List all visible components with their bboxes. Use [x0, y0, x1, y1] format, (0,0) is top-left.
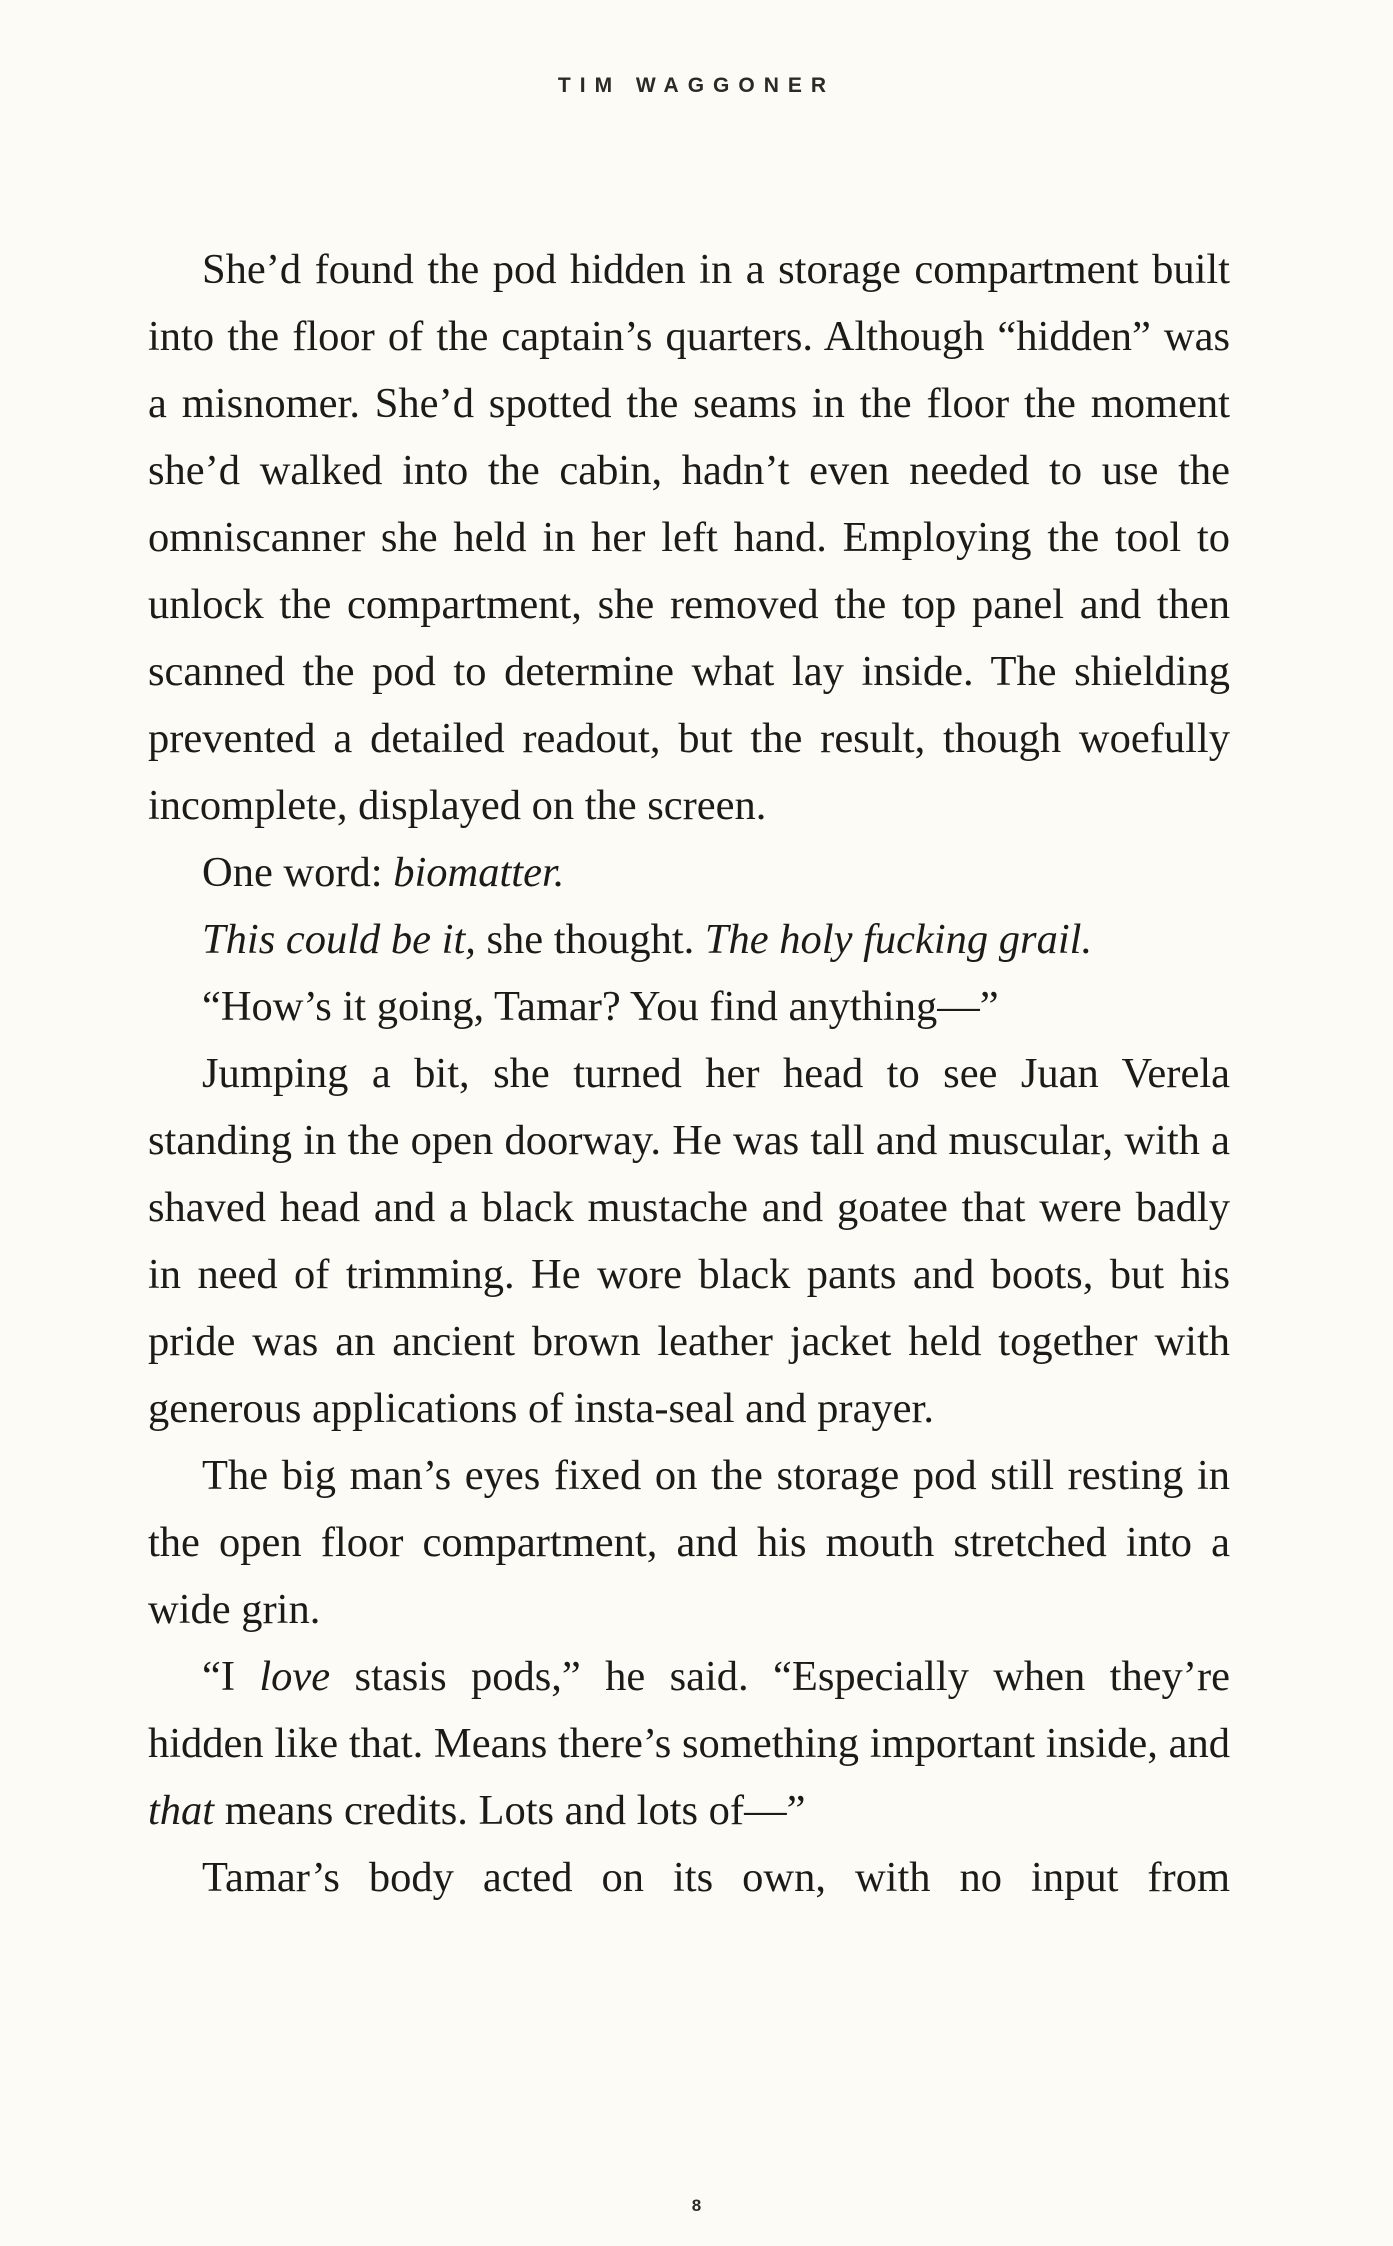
- paragraph-7: [148, 1643, 1230, 1844]
- paragraph-3-italic-b: The holy fucking grail.: [704, 916, 1093, 963]
- paragraph-7-text-a: “I: [202, 1653, 260, 1700]
- paragraph-2: [148, 839, 1230, 906]
- page-number: 8: [691, 2196, 702, 2215]
- paragraph-2-text: One word:: [202, 849, 394, 896]
- running-head: TIM WAGGONER: [557, 74, 836, 97]
- paragraph-7-text-c: means credits. Lots and lots of—”: [214, 1787, 806, 1834]
- paragraph-1: She’d found the pod hidden in a storage compartment built into the floor of the captain’s quarters. Although “hidden” was a misnomer. She’d spotted the seams in the floor the moment she’d walked into the cabin, hadn’t even needed to use the omniscanner she held in her left hand. Employing the tool to unlock the compartment, she removed the top panel and then scanned the pod to determine what lay inside. The shielding prevented a detailed readout, but the result, though woefully incomplete, displayed on the screen.: [148, 246, 1230, 829]
- paragraph-3-text: she thought.: [475, 916, 705, 963]
- paragraph-7-text-b: stasis pods,” he said. “Especially when they’re hidden like that. Means there’s something important inside, and: [148, 1653, 1230, 1767]
- body-text: [148, 236, 1230, 1911]
- paragraph-3-italic-a: This could be it,: [202, 916, 476, 963]
- paragraph-2-italic: biomatter.: [393, 849, 565, 896]
- paragraph-3: [148, 906, 1230, 973]
- paragraph-4: “How’s it going, Tamar? You find anything—”: [202, 983, 999, 1030]
- paragraph-5: Jumping a bit, she turned her head to see Juan Verela standing in the open doorway. He was tall and muscular, with a shaved head and a black mustache and goatee that were badly in need of trimming. He wore black pants and boots, but his pride was an ancient brown leather jacket held together with generous applications of insta-seal and prayer.: [148, 1050, 1230, 1432]
- paragraph-7-italic-b: that: [148, 1787, 215, 1834]
- paragraph-7-italic-a: love: [259, 1653, 331, 1700]
- paragraph-8: Tamar’s body acted on its own, with no input from: [202, 1854, 1230, 1901]
- paragraph-6: The big man’s eyes fixed on the storage pod still resting in the open floor compartment, and his mouth stretched into a wide grin.: [148, 1452, 1230, 1633]
